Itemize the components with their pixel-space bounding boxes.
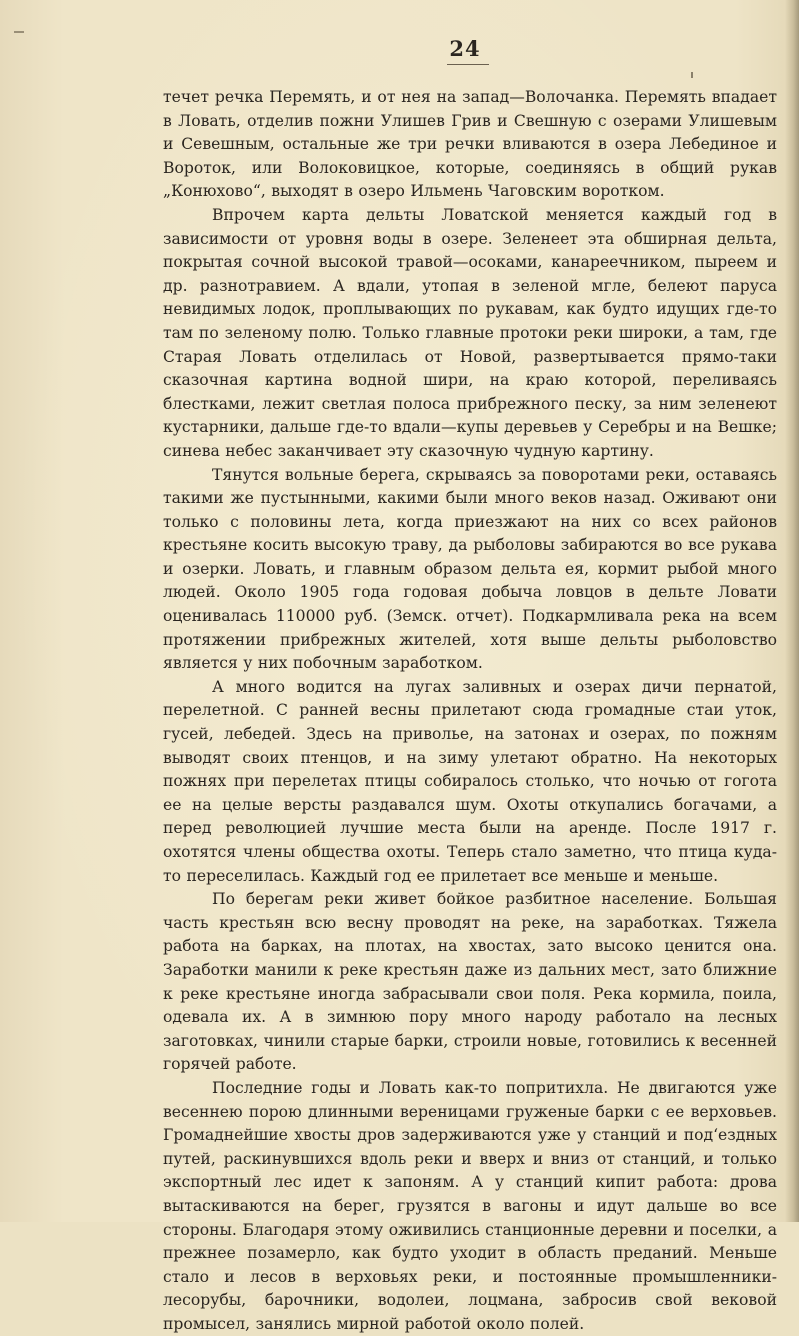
body-text: [163, 86, 777, 1336]
paragraph: Последние годы и Ловать как-то попритихла. Не двигаются уже весеннею порою длинными вереницами груженые барки с ее верховьев. Громаднейшие хвосты дров задерживаются уже у станций и под‘ездных путей, раскинувшихся вдоль реки и вверх и вниз от станций, и только экспортный лес идет к запоням. А у станций кипит работа: дрова вытаскиваются на берег, грузятся в вагоны и идут дальше во все стороны. Благодаря этому оживились станционные деревни и поселки, а прежнее позамерло, как будто уходит в область преданий. Меньше стало и лесов в верховьях реки, и постоянные промышленники-лесорубы, барочники, водолеи, лоцмана, забросив свой вековой промысел, занялись мирной работой около полей.: [163, 1078, 777, 1333]
page-number: 24: [449, 36, 481, 61]
paragraph: Впрочем карта дельты Ловатской меняется каждый год в зависимости от уровня воды в озере. Зеленеет эта обширная дельта, покрытая сочной высокой травой—осоками, канареечником, пыреем и др. разнотравием. А вдали, утопая в зеленой мгле, белеют паруса невидимых лодок, проплывающих по рукавам, как будто идущих где-то там по зеленому полю. Только главные протоки реки широки, а там, где Старая Ловать отделилась от Новой, развертывается прямо-таки сказочная картина водной шири, на краю которой, переливаясь блестками, лежит светлая полоса прибрежного песку, за ним зеленеют кустарники, дальше где-то вдали—купы деревьев у Серебры и на Вешке; синева небес заканчивает эту сказочную чудную картину.: [163, 205, 777, 460]
page-edge-shadow: [785, 0, 799, 1222]
paragraph: По берегам реки живет бойкое разбитное население. Большая часть крестьян всю весну проводят на реке, на заработках. Тяжела работа на барках, на плотах, на хвостах, зато высоко ценится она. Заработки манили к реке крестьян даже из дальних мест, зато ближние к реке крестьяне иногда забрасывали свои поля. Река кормила, поила, одевала их. А в зимнюю пору много народу работало на лесных заготовках, чинили старые барки, строили новые, готовились к весенней горячей работе.: [163, 890, 777, 1074]
paragraph: А много водится на лугах заливных и озерах дичи пернатой, перелетной. С ранней весны прилетают сюда громадные стаи уток, гусей, лебедей. Здесь на приволье, на затонах и озерах, по пожням выводят своих птенцов, и на зиму улетают обратно. На некоторых пожнях при перелетах птицы собиралось столько, что ночью от гогота ее на целые версты раздавался шум. Охоты откупались богачами, а перед революцией лучшие места были на аренде. После 1917 г. охотятся члены общества охоты. Теперь стало заметно, что птица куда-то переселилась. Каждый год ее прилетает все меньше и меньше.: [163, 677, 777, 885]
scan-mark: [691, 72, 693, 78]
page-number-rule: [447, 64, 489, 65]
scan-mark: [14, 31, 24, 33]
paragraph: Тянутся вольные берега, скрываясь за поворотами реки, оставаясь такими же пустынными, какими были много веков назад. Оживают они только с половины лета, когда приезжают на них со всех районов крестьяне косить высокую траву, да рыболовы забираются во все рукава и озерки. Ловать, и главным образом дельта ея, кормит рыбой много людей. Около 1905 года годовая добыча ловцов в дельте Ловати оценивалась 110000 руб. (Земск. отчет). Подкармливала река на всем протяжении прибрежных жителей, хотя выше дельты рыболовство является у них побочным заработком.: [163, 465, 777, 673]
paragraph: течет речка Перемять, и от нея на запад—Волочанка. Перемять впадает в Ловать, отделив пожни Улишев Грив и Свешную с озерами Улишевым и Севешным, остальные же три речки вливаются в озера Лебединое и Вороток, или Волоковицкое, которые, соединяясь в общий рукав „Конюхово“, выходят в озеро Ильмень Чаговским воротком.: [163, 88, 777, 201]
